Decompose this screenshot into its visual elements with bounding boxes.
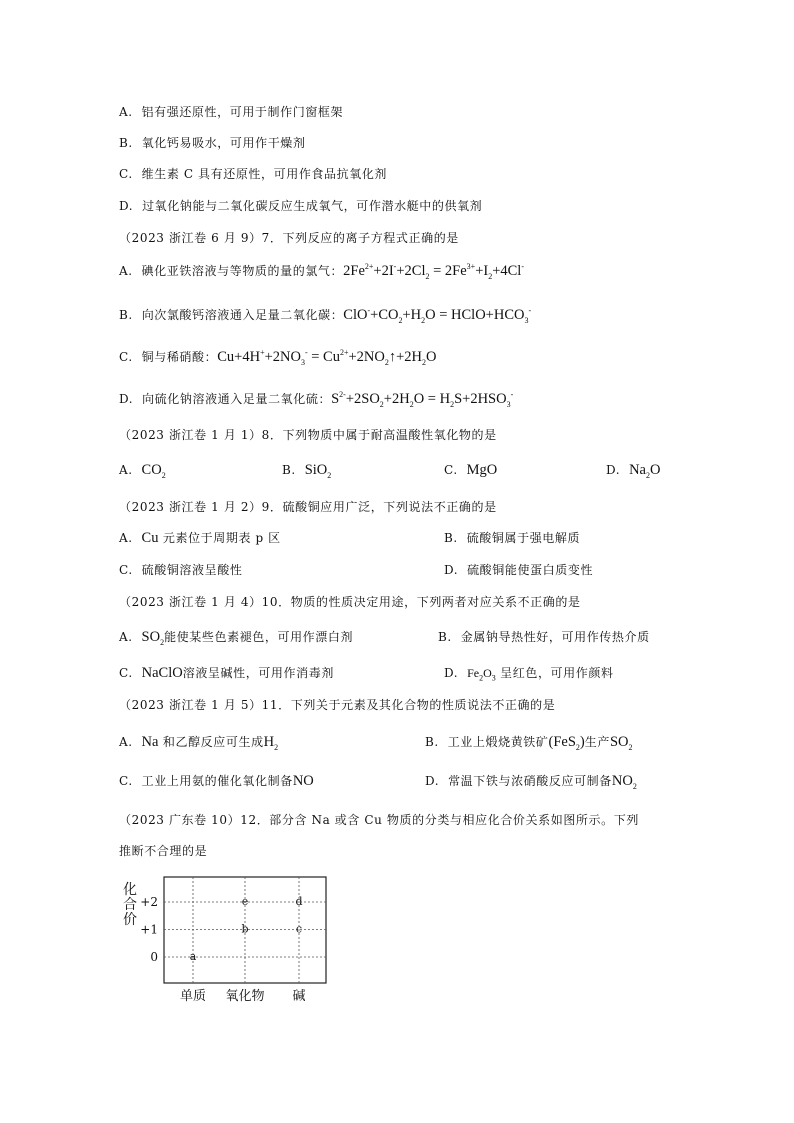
q6-option-a: A. 铝有强还原性，可用于制作门窗框架 xyxy=(119,105,344,119)
q11-option-c: C. 工业上用氨的催化氧化制备NO xyxy=(119,773,314,789)
data-point-c: c xyxy=(295,922,303,936)
q7-d-equation: $S^{2-}+2SO_2+2H_2O = H_2S+2HSO_3^-$ xyxy=(331,390,514,409)
data-point-e: e xyxy=(241,895,249,908)
q10-stem: （2023 浙江卷 1 月 4）10．物质的性质决定用途，下列两者对应关系不正确的是 xyxy=(119,595,581,609)
q7-a-equation: $2Fe^{2+}+2I^-+2Cl_2 = 2Fe^{3+}+I_2+4Cl^-$ xyxy=(343,262,525,281)
valence-chart xyxy=(118,874,338,1014)
q8-option-c: C. MgO xyxy=(444,462,498,478)
q7-stem: （2023 浙江卷 6 月 9）7．下列反应的离子方程式正确的是 xyxy=(119,231,459,245)
q7-option-c: C. 铜与稀硝酸：$Cu+4H^++2NO_3^-$ = $Cu^{2+}+2NO_2↑+2H_2O$ xyxy=(119,348,437,367)
q10-option-c: C. NaClO溶液呈碱性，可用作消毒剂 xyxy=(119,665,334,681)
q7-option-a: A. 碘化亚铁溶液与等物质的量的氯气：$2Fe^{2+}+2I^-+2Cl_2 = 2Fe^{3+}+I_2+4Cl^-$ xyxy=(119,262,525,281)
q9-option-b: B. 硫酸铜属于强电解质 xyxy=(444,531,581,545)
q12-stem-line1: （2023 广东卷 10）12．部分含 Na 或含 Cu 物质的分类与相应化合价关系如图所示。下列 xyxy=(119,813,639,827)
valence-chart-svg xyxy=(118,874,338,1014)
q11-option-d: D. 常温下铁与浓硝酸反应可制备$NO_2$ xyxy=(425,773,637,791)
q9-option-c: C. 硫酸铜溶液呈酸性 xyxy=(119,563,243,577)
y-axis-label-char: 合 xyxy=(123,897,137,913)
y-tick-label: 0 xyxy=(150,950,158,964)
q8-option-b: B. SiO$_2$ xyxy=(282,462,332,480)
q7-option-d: D. 向硫化钠溶液通入足量二氧化硫：$S^{2-}+2SO_2+2H_2O = H_2S+2HSO_3^-$ xyxy=(119,390,514,409)
q6-option-c: C. 维生素 C 具有还原性，可用作食品抗氧化剂 xyxy=(119,167,388,181)
q9-stem: （2023 浙江卷 1 月 2）9．硫酸铜应用广泛，下列说法不正确的是 xyxy=(119,500,497,514)
data-point-d: d xyxy=(295,895,303,908)
q6-option-d: D. 过氧化钠能与二氧化碳反应生成氧气，可作潜水艇中的供氧剂 xyxy=(119,199,483,213)
q7-option-b: B. 向次氯酸钙溶液通入足量二氧化碳：$ClO^-+CO_2+H_2O$ = $HClO+HCO_3^-$ xyxy=(119,306,532,325)
x-tick-label: 碱 xyxy=(292,989,306,1004)
q6-option-b: B. 氧化钙易吸水，可用作干燥剂 xyxy=(119,136,306,150)
data-point-a: a xyxy=(189,950,197,963)
q8-stem: （2023 浙江卷 1 月 1）8．下列物质中属于耐高温酸性氧化物的是 xyxy=(119,428,497,442)
q11-option-a: A. Na 和乙醇反应可生成$H_2$ xyxy=(119,734,279,752)
x-tick-label: 氧化物 xyxy=(225,989,265,1004)
y-tick-label: +2 xyxy=(140,895,158,909)
q10-option-d: D. $Fe_2O_3$ 呈红色，可用作颜料 xyxy=(444,666,614,683)
data-point-b: b xyxy=(241,922,249,936)
y-axis-label-char: 化 xyxy=(123,882,137,898)
y-tick-label: +1 xyxy=(140,922,158,937)
q10-option-b: B. 金属钠导热性好，可用作传热介质 xyxy=(438,630,650,644)
q11-option-b: B. 工业上煅烧黄铁矿(FeS$_2$)生产$SO_2$ xyxy=(425,734,633,752)
y-axis-label-char: 价 xyxy=(123,912,137,928)
q11-stem: （2023 浙江卷 1 月 5）11．下列关于元素及其化合物的性质说法不正确的是 xyxy=(119,698,556,712)
q8-option-a: A. $CO_2$ xyxy=(119,462,166,480)
q7-b-equation: $ClO^-+CO_2+H_2O$ = $HClO+HCO_3^-$ xyxy=(343,306,532,325)
q9-option-d: D. 硫酸铜能使蛋白质变性 xyxy=(444,563,594,577)
q9-option-a: A. Cu 元素位于周期表 p 区 xyxy=(119,530,281,546)
q10-option-a: A. $SO_2$能使某些色素褪色，可用作漂白剂 xyxy=(119,629,354,647)
x-tick-label: 单质 xyxy=(179,989,207,1004)
q12-stem-line2: 推断不合理的是 xyxy=(119,844,208,858)
q8-option-d: D. $Na_2O$ xyxy=(606,462,661,480)
q7-c-equation: $Cu+4H^++2NO_3^-$ = $Cu^{2+}+2NO_2↑+2H_2O$ xyxy=(217,348,437,367)
